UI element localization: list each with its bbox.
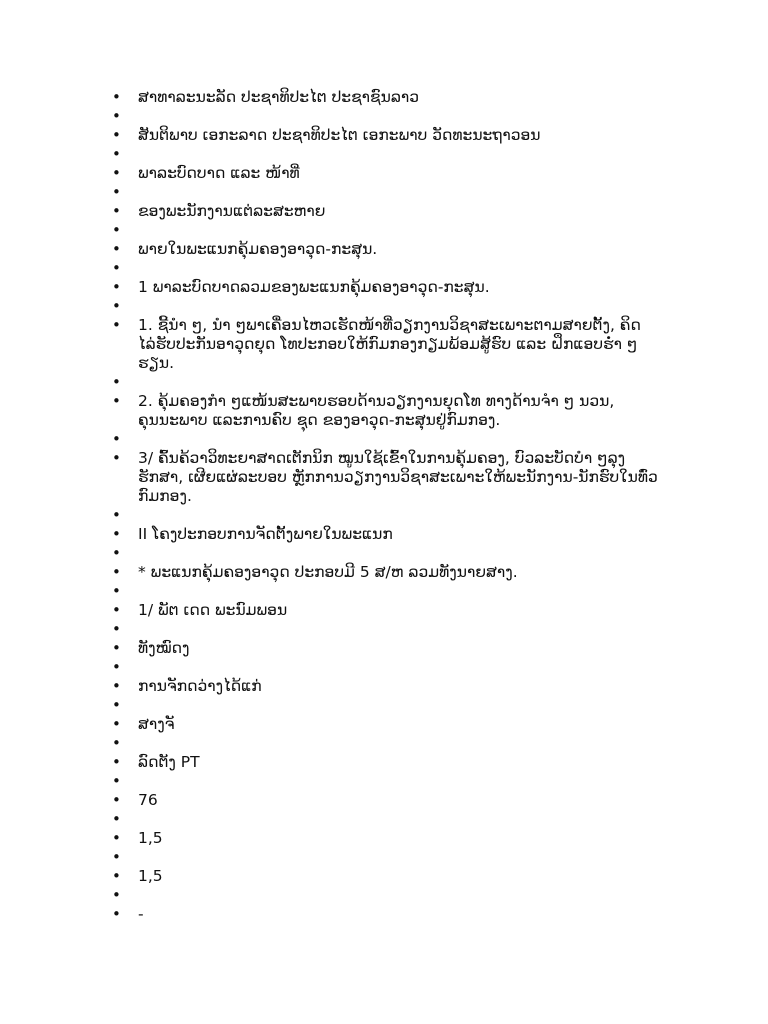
list-item-empty bbox=[110, 221, 658, 240]
list-item-point-2: • 2. ຄຸ້ມຄອງກຳ ໆແໜ້ນສະພາບຮອບດ້ານວຽກງານຍຸດໂທ ທາງດ້ານຈຳ ໆ ນວນ, ຄຸນນະພາບ ແລະການຄົບ ຊຸດ ຂອງອາວຸດ-ກະສຸນຢູ່ກົມກອງ. bbox=[110, 392, 658, 430]
list-item-empty bbox=[110, 620, 658, 639]
list-item-empty bbox=[110, 772, 658, 791]
list-item-empty bbox=[110, 544, 658, 563]
list-item-empty bbox=[110, 696, 658, 715]
list-item-empty bbox=[110, 297, 658, 316]
list-item-heading-roles: • ພາລະບົດບາດ ແລະ ໜ້າທີ່ bbox=[110, 164, 658, 183]
list-item-empty bbox=[110, 430, 658, 449]
list-item-empty bbox=[110, 582, 658, 601]
list-item-value-1-5-a: • 1,5 bbox=[110, 829, 658, 848]
list-item-value-76: • 76 bbox=[110, 791, 658, 810]
list-item-dash: • - bbox=[110, 905, 658, 924]
list-item-total: • ທັງໝົດງ bbox=[110, 639, 658, 658]
list-item-empty bbox=[110, 506, 658, 525]
list-item-section-1: • 1 ພາລະບົດບາດລວມຂອງພະແນກຄຸ້ມຄອງອາວຸດ-ກະສຸນ. bbox=[110, 278, 658, 297]
list-item-empty bbox=[110, 373, 658, 392]
list-item-point-1: • 1. ຊີ້ນຳ ໆ, ນຳ ໆພາເຄື່ອນໄຫວເຮັດໜ້າທີ່ວຽກງານວິຊາສະເພາະຕາມສາຍຕັ້ງ, ຄິດໄລ່ຮັບປະກັນອາວຸດຍຸດ ໂທປະກອບໃຫ້ກົມກອງກຽມພ້ອມສູ້ຮົບ ແລະ ຝຶກແອບຮ່ຳ ໆຮຽນ. bbox=[110, 316, 658, 373]
list-item-empty bbox=[110, 848, 658, 867]
list-item-vehicle: • ລົດຕັງ PT bbox=[110, 753, 658, 772]
bullet-list bbox=[110, 88, 658, 924]
list-item-empty bbox=[110, 259, 658, 278]
list-item-empty bbox=[110, 886, 658, 905]
list-item-composition: • * ພະແນກຄຸ້ມຄອງອາວຸດ ປະກອບມີ 5 ສ/ຫ ລວມທັງນາຍສາງ. bbox=[110, 563, 658, 582]
list-item-empty bbox=[110, 183, 658, 202]
list-item-empty bbox=[110, 658, 658, 677]
list-item-member-1: • 1/ ພັຕ ເດດ ພະນົມພອນ bbox=[110, 601, 658, 620]
list-item-warehouse: • ສາງຈັ bbox=[110, 715, 658, 734]
list-item-empty bbox=[110, 734, 658, 753]
list-item-section-2: • II ໂຄງປະກອບການຈັດຕັ້ງພາຍໃນພະແນກ bbox=[110, 525, 658, 544]
list-item-title-republic: • ສາທາລະນະລັດ ປະຊາທິປະໄຕ ປະຊາຊົນລາວ bbox=[110, 88, 658, 107]
list-item-empty bbox=[110, 810, 658, 829]
list-item-heading-department: • ພາຍໃນພະແນກຄຸ້ມຄອງອາວຸດ-ກະສຸນ. bbox=[110, 240, 658, 259]
list-item-point-3: • 3/ ຄົ້ນຄ້ວາວິທະຍາສາດເຕັກນິກ ໝູນໃຊ້ເຂົ້າໃນການຄຸ້ມຄອງ, ບົວລະບັດບຳ ໆລຸງຮັກສາ, ເຜີຍແຜ່ລະບອບ ຫຼັກການວຽກງານວິຊາສະເພາະໃຫ້ພະນັກງານ-ນັກຮົບໃນທົ່ວກົມກອງ. bbox=[110, 449, 658, 506]
list-item-empty bbox=[110, 145, 658, 164]
list-item-divide: • ການຈັກດວ່າງໄດ້ແກ່ bbox=[110, 677, 658, 696]
list-item-heading-staff: • ຂອງພະນັກງານແຕ່ລະສະຫາຍ bbox=[110, 202, 658, 221]
list-item-value-1-5-b: • 1,5 bbox=[110, 867, 658, 886]
list-item-empty bbox=[110, 107, 658, 126]
list-item-motto: • ສັນຕິພາບ ເອກະລາດ ປະຊາທິປະໄຕ ເອກະພາບ ວັດທະນະຖາວອນ bbox=[110, 126, 658, 145]
